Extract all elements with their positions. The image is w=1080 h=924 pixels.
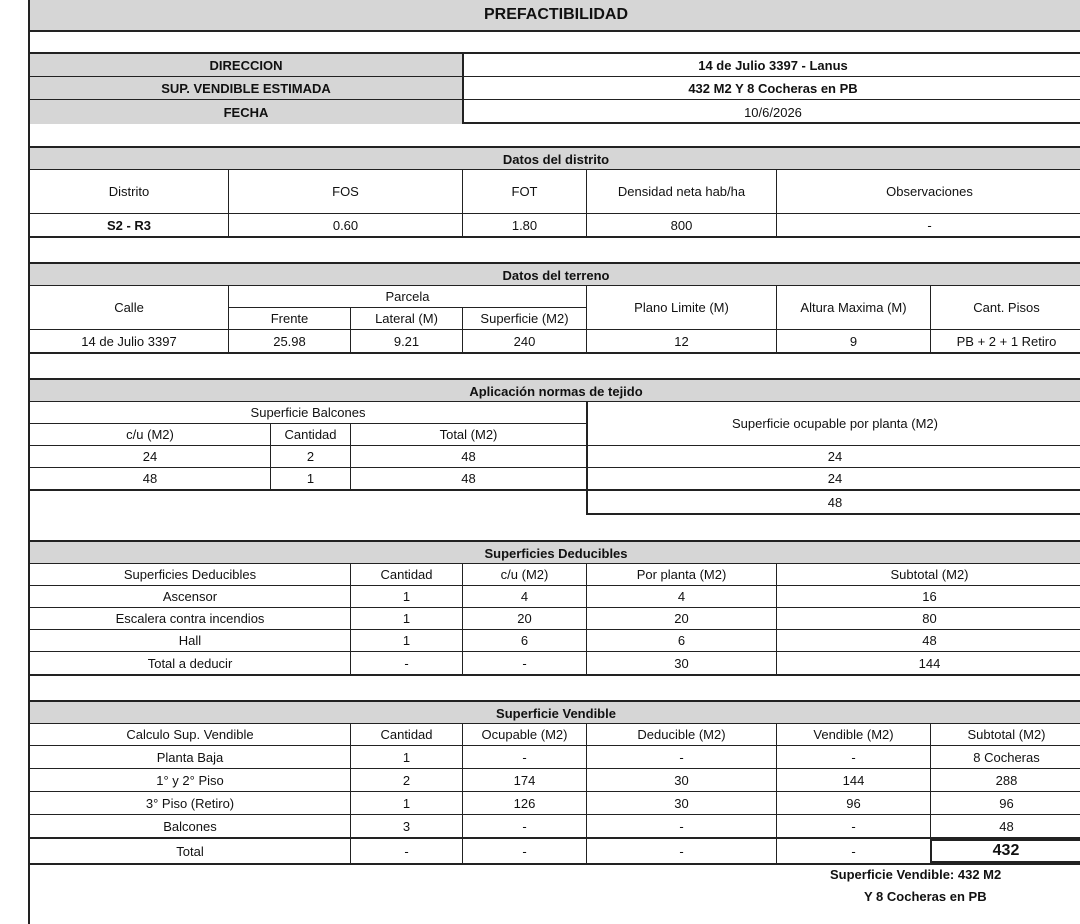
deducible-total-por-planta: 30 bbox=[586, 652, 776, 674]
fot-value: 1.80 bbox=[462, 214, 586, 236]
ocupable-value-1: 24 bbox=[586, 446, 1080, 468]
vendible-cantidad: 1 bbox=[350, 746, 462, 768]
vendible-deducible: - bbox=[586, 746, 776, 768]
deducible-por-planta: 6 bbox=[586, 630, 776, 651]
deducibles-section-header bbox=[30, 540, 1080, 564]
sup-row bbox=[30, 77, 1080, 100]
terreno-section-header bbox=[30, 262, 1080, 286]
balcon-row-1-total: 48 bbox=[350, 446, 586, 468]
vendible-section-title: Superficie Vendible bbox=[496, 705, 616, 721]
vendible-section-header bbox=[30, 700, 1080, 724]
superficie-col-header: Superficie (M2) bbox=[462, 308, 586, 329]
ocupable-header: Superficie ocupable por planta (M2) bbox=[586, 402, 1080, 446]
deducibles-header-row bbox=[30, 564, 1080, 586]
deducibles-total-row bbox=[30, 652, 1080, 676]
vendible-total-label: Total bbox=[176, 843, 204, 859]
cantidad-col-header: Cantidad bbox=[270, 424, 350, 446]
vendible-subtotal-header: Subtotal (M2) bbox=[930, 724, 1080, 745]
tejido-section-header bbox=[30, 378, 1080, 402]
vendible-subtotal: 8 Cocheras bbox=[930, 746, 1080, 768]
vendible-vendible-header: Vendible (M2) bbox=[776, 724, 930, 745]
vendible-total-deducible: - bbox=[586, 839, 776, 863]
table-row bbox=[30, 608, 1080, 630]
ocupable-total: 48 bbox=[586, 491, 1080, 515]
vendible-ocupable: 174 bbox=[462, 769, 586, 791]
vendible-total-row bbox=[30, 839, 1080, 865]
header-block bbox=[30, 52, 1080, 124]
footer-summary-line1: Superficie Vendible: 432 M2 bbox=[830, 867, 1002, 882]
deducible-por-planta: 20 bbox=[586, 608, 776, 629]
table-row bbox=[30, 630, 1080, 652]
total-col-header: Total (M2) bbox=[350, 424, 586, 446]
deducible-total-subtotal: 144 bbox=[776, 652, 1080, 674]
balcon-row-2-cantidad: 1 bbox=[270, 468, 350, 491]
vendible-name: Planta Baja bbox=[156, 749, 224, 765]
vendible-vendible: 96 bbox=[776, 792, 930, 814]
parcela-group-header: Parcela bbox=[228, 286, 586, 308]
vendible-subtotal: 288 bbox=[930, 769, 1080, 791]
vendible-cantidad: 3 bbox=[350, 815, 462, 837]
sup-value: 432 M2 Y 8 Cocheras en PB bbox=[462, 77, 1080, 99]
plano-limite-value: 12 bbox=[586, 330, 776, 352]
vendible-ocupable: 126 bbox=[462, 792, 586, 814]
vendible-ocupable: - bbox=[462, 746, 586, 768]
vendible-subtotal: 96 bbox=[930, 792, 1080, 814]
deducible-cantidad: 1 bbox=[350, 586, 462, 607]
calle-col-header: Calle bbox=[114, 300, 144, 315]
vendible-name: 3° Piso (Retiro) bbox=[145, 795, 235, 811]
vendible-vendible: 144 bbox=[776, 769, 930, 791]
deducible-cantidad: 1 bbox=[350, 630, 462, 651]
vendible-vendible: - bbox=[776, 746, 930, 768]
vendible-header-row bbox=[30, 724, 1080, 746]
calle-value: 14 de Julio 3397 bbox=[81, 333, 177, 349]
densidad-col-header: Densidad neta hab/ha bbox=[586, 170, 776, 213]
deducibles-subtotal-header: Subtotal (M2) bbox=[776, 564, 1080, 585]
observaciones-col-header: Observaciones bbox=[776, 170, 1080, 213]
vendible-subtotal: 48 bbox=[930, 815, 1080, 837]
deducible-cu: 20 bbox=[462, 608, 586, 629]
direccion-row bbox=[30, 54, 1080, 77]
vendible-total-subtotal: 432 bbox=[930, 839, 1080, 863]
fecha-label: FECHA bbox=[30, 100, 462, 124]
vendible-vendible: - bbox=[776, 815, 930, 837]
tejido-block bbox=[30, 402, 1080, 514]
deducible-name: Ascensor bbox=[162, 589, 218, 604]
fos-col-header: FOS bbox=[228, 170, 462, 213]
deducible-name: Hall bbox=[178, 633, 202, 648]
vendible-deducible: - bbox=[586, 815, 776, 837]
ocupable-value-2: 24 bbox=[586, 468, 1080, 491]
vendible-cantidad-header: Cantidad bbox=[350, 724, 462, 745]
terreno-header-rows bbox=[30, 286, 1080, 330]
balcon-row-1-cu: 24 bbox=[30, 446, 270, 468]
table-row bbox=[30, 815, 1080, 839]
deducible-subtotal: 80 bbox=[776, 608, 1080, 629]
distrito-header-row bbox=[30, 170, 1080, 214]
deducible-cantidad: 1 bbox=[350, 608, 462, 629]
vendible-ocupable-header: Ocupable (M2) bbox=[462, 724, 586, 745]
deducible-subtotal: 48 bbox=[776, 630, 1080, 651]
cu-col-header: c/u (M2) bbox=[30, 424, 270, 446]
altura-maxima-col-header: Altura Maxima (M) bbox=[776, 286, 930, 329]
direccion-label: DIRECCION bbox=[30, 54, 462, 76]
deducible-name: Escalera contra incendios bbox=[115, 611, 265, 626]
distrito-value: S2 - R3 bbox=[106, 217, 152, 233]
footer-summary-line2: Y 8 Cocheras en PB bbox=[864, 889, 987, 904]
prefactibilidad-sheet bbox=[28, 0, 1080, 924]
vendible-calculo-header: Calculo Sup. Vendible bbox=[126, 727, 254, 742]
vendible-deducible: 30 bbox=[586, 769, 776, 791]
fot-col-header: FOT bbox=[462, 170, 586, 213]
vendible-name: 1° y 2° Piso bbox=[156, 772, 224, 788]
deducible-total-cu: - bbox=[462, 652, 586, 674]
vendible-ocupable: - bbox=[462, 815, 586, 837]
fos-value: 0.60 bbox=[228, 214, 462, 236]
deducibles-cantidad-header: Cantidad bbox=[350, 564, 462, 585]
vendible-total-ocupable: - bbox=[462, 839, 586, 863]
deducible-por-planta: 4 bbox=[586, 586, 776, 607]
page-title: PREFACTIBILIDAD bbox=[484, 6, 628, 23]
deducibles-cu-header: c/u (M2) bbox=[462, 564, 586, 585]
cant-pisos-col-header: Cant. Pisos bbox=[930, 286, 1080, 329]
plano-limite-col-header: Plano Limite (M) bbox=[586, 286, 776, 329]
vendible-name: Balcones bbox=[163, 818, 217, 834]
tejido-section-title: Aplicación normas de tejido bbox=[469, 383, 643, 399]
title-row bbox=[30, 0, 1080, 32]
distrito-col-header: Distrito bbox=[108, 184, 150, 199]
deducible-cu: 4 bbox=[462, 586, 586, 607]
deducible-total-cantidad: - bbox=[350, 652, 462, 674]
vendible-deducible: 30 bbox=[586, 792, 776, 814]
densidad-value: 800 bbox=[586, 214, 776, 236]
deducibles-col-header: Superficies Deducibles bbox=[123, 567, 257, 582]
distrito-section-header bbox=[30, 146, 1080, 170]
vendible-total-cantidad: - bbox=[350, 839, 462, 863]
table-row bbox=[30, 792, 1080, 815]
balcon-row-2-total: 48 bbox=[350, 468, 586, 491]
observaciones-value: - bbox=[776, 214, 1080, 236]
deducible-cu: 6 bbox=[462, 630, 586, 651]
balcones-group-header: Superficie Balcones bbox=[30, 402, 586, 424]
terreno-value-row bbox=[30, 330, 1080, 354]
fecha-row bbox=[30, 100, 1080, 124]
altura-maxima-value: 9 bbox=[776, 330, 930, 352]
balcon-row-1-cantidad: 2 bbox=[270, 446, 350, 468]
deducibles-section-title: Superficies Deducibles bbox=[484, 545, 628, 561]
frente-value: 25.98 bbox=[228, 330, 350, 352]
terreno-section-title: Datos del terreno bbox=[502, 267, 610, 283]
table-row bbox=[30, 769, 1080, 792]
deducible-subtotal: 16 bbox=[776, 586, 1080, 607]
cant-pisos-value: PB + 2 + 1 Retiro bbox=[930, 330, 1080, 352]
deducible-total-label: Total a deducir bbox=[147, 655, 233, 671]
balcon-row-2-cu: 48 bbox=[30, 468, 270, 491]
vendible-deducible-header: Deducible (M2) bbox=[586, 724, 776, 745]
distrito-value-row bbox=[30, 214, 1080, 238]
table-row bbox=[30, 746, 1080, 769]
direccion-value: 14 de Julio 3397 - Lanus bbox=[462, 54, 1080, 76]
vendible-total-vendible: - bbox=[776, 839, 930, 863]
table-row bbox=[30, 586, 1080, 608]
vendible-cantidad: 1 bbox=[350, 792, 462, 814]
lateral-col-header: Lateral (M) bbox=[350, 308, 462, 329]
vendible-cantidad: 2 bbox=[350, 769, 462, 791]
deducibles-por-planta-header: Por planta (M2) bbox=[586, 564, 776, 585]
lateral-value: 9.21 bbox=[350, 330, 462, 352]
sup-label: SUP. VENDIBLE ESTIMADA bbox=[30, 77, 462, 99]
fecha-value: 10/6/2026 bbox=[462, 100, 1080, 124]
frente-col-header: Frente bbox=[228, 308, 350, 329]
distrito-section-title: Datos del distrito bbox=[502, 151, 610, 167]
superficie-value: 240 bbox=[462, 330, 586, 352]
